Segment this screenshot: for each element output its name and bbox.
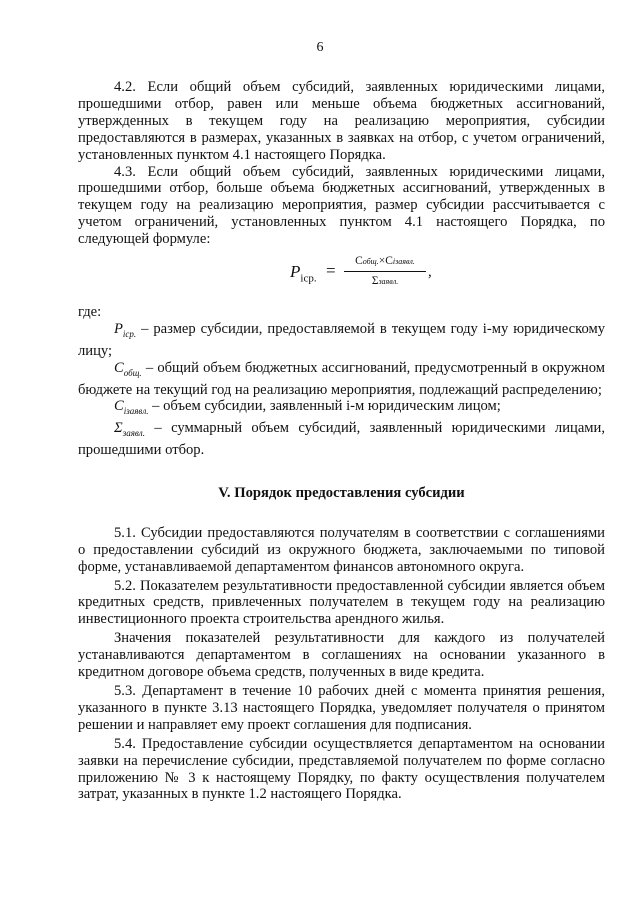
- document-body: [78, 79, 605, 803]
- paragraph-4-3: 4.3. Если общий объем субсидий, заявленных юридическими лицами, прошедшими отбор, больше объема бюджетных ассигнований, утвержденных в текущем году на реализацию мероприятия, размер субсидии рассчитывается с учетом ограничений, установленных пунктом 4.1 настоящего Порядка, по следующей формуле:: [78, 163, 605, 248]
- paragraph-5-3: 5.3. Департамент в течение 10 рабочих дней с момента принятия решения, указанного в пункте 3.13 настоящего Порядка, уведомляет получателя о принятом решении и направляет ему проект соглашения для подписания.: [78, 683, 605, 733]
- paragraph-5-2-values: Значения показателей результативности для каждого из получателей устанавливаются департаментом в соглашениях на основании указанного в кредитном договоре объема средств, полученных в виде кредита.: [78, 630, 605, 681]
- formula-equals: =: [326, 261, 336, 281]
- formula-numerator: Cобщ.×Ciзаявл.: [344, 254, 426, 272]
- paragraph-5-4: 5.4. Предоставление субсидии осуществляется департаментом на основании заявки на перечисление субсидии, представляемой получателем по форме согласно приложению № 3 к настоящему Порядку, по факту осуществления получателем затрат, указанных в пункте 1.2 настоящего Порядка.: [78, 735, 605, 803]
- subsidy-formula: [78, 254, 605, 302]
- section-title: V. Порядок предоставления субсидии: [218, 484, 465, 501]
- definition-c-total: $C_{общ.}$ – общий объем бюджетных ассигнований, предусмотренный в окружном бюджете на текущий год на реализацию мероприятия, подлежащий распределению;: [78, 359, 605, 398]
- paragraph-4-2: 4.2. Если общий объем субсидий, заявленных юридическими лицами, прошедшими отбор, равен или меньше объема бюджетных ассигнований, утвержденных в текущем году на реализацию мероприятия, субсидии предоставляются в размерах, указанных в заявках на отбор, с учетом ограничений, установленных пунктом 4.1 настоящего Порядка.: [78, 79, 605, 163]
- paragraph-5-2: 5.2. Показателем результативности предоставленной субсидии является объем кредитных средств, привлеченных получателем в текущем году на реализацию инвестиционного проекта строительства арендного жилья.: [78, 577, 605, 628]
- page-number: 6: [316, 40, 324, 55]
- formula-denominator: Σзаявл.: [371, 275, 399, 288]
- definition-p-icp: $P_{iср.}$ – размер субсидии, предоставляемой в текущем году i-му юридическому лицу;: [78, 320, 605, 359]
- where-label: где:: [78, 304, 102, 321]
- definition-sum-claimed: $\Sigma_{заявл.}$ – суммарный объем субсидий, заявленный юридическими лицами, прошедшими отбор.: [78, 420, 605, 459]
- formula-lhs: $P_{iср.}$: [290, 262, 317, 285]
- formula-fraction: [344, 254, 426, 289]
- formula-comma: ,: [428, 264, 432, 281]
- paragraph-5-1: 5.1. Субсидии предоставляются получателям в соответствии с соглашениями о предоставлении субсидий из окружного бюджета, заключаемыми по типовой форме, устанавливаемой департаментом финансов автономного округа.: [78, 524, 605, 575]
- definition-c-claimed: $C_{iзаявл.}$ – объем субсидии, заявленный i-м юридическим лицом;: [114, 398, 501, 417]
